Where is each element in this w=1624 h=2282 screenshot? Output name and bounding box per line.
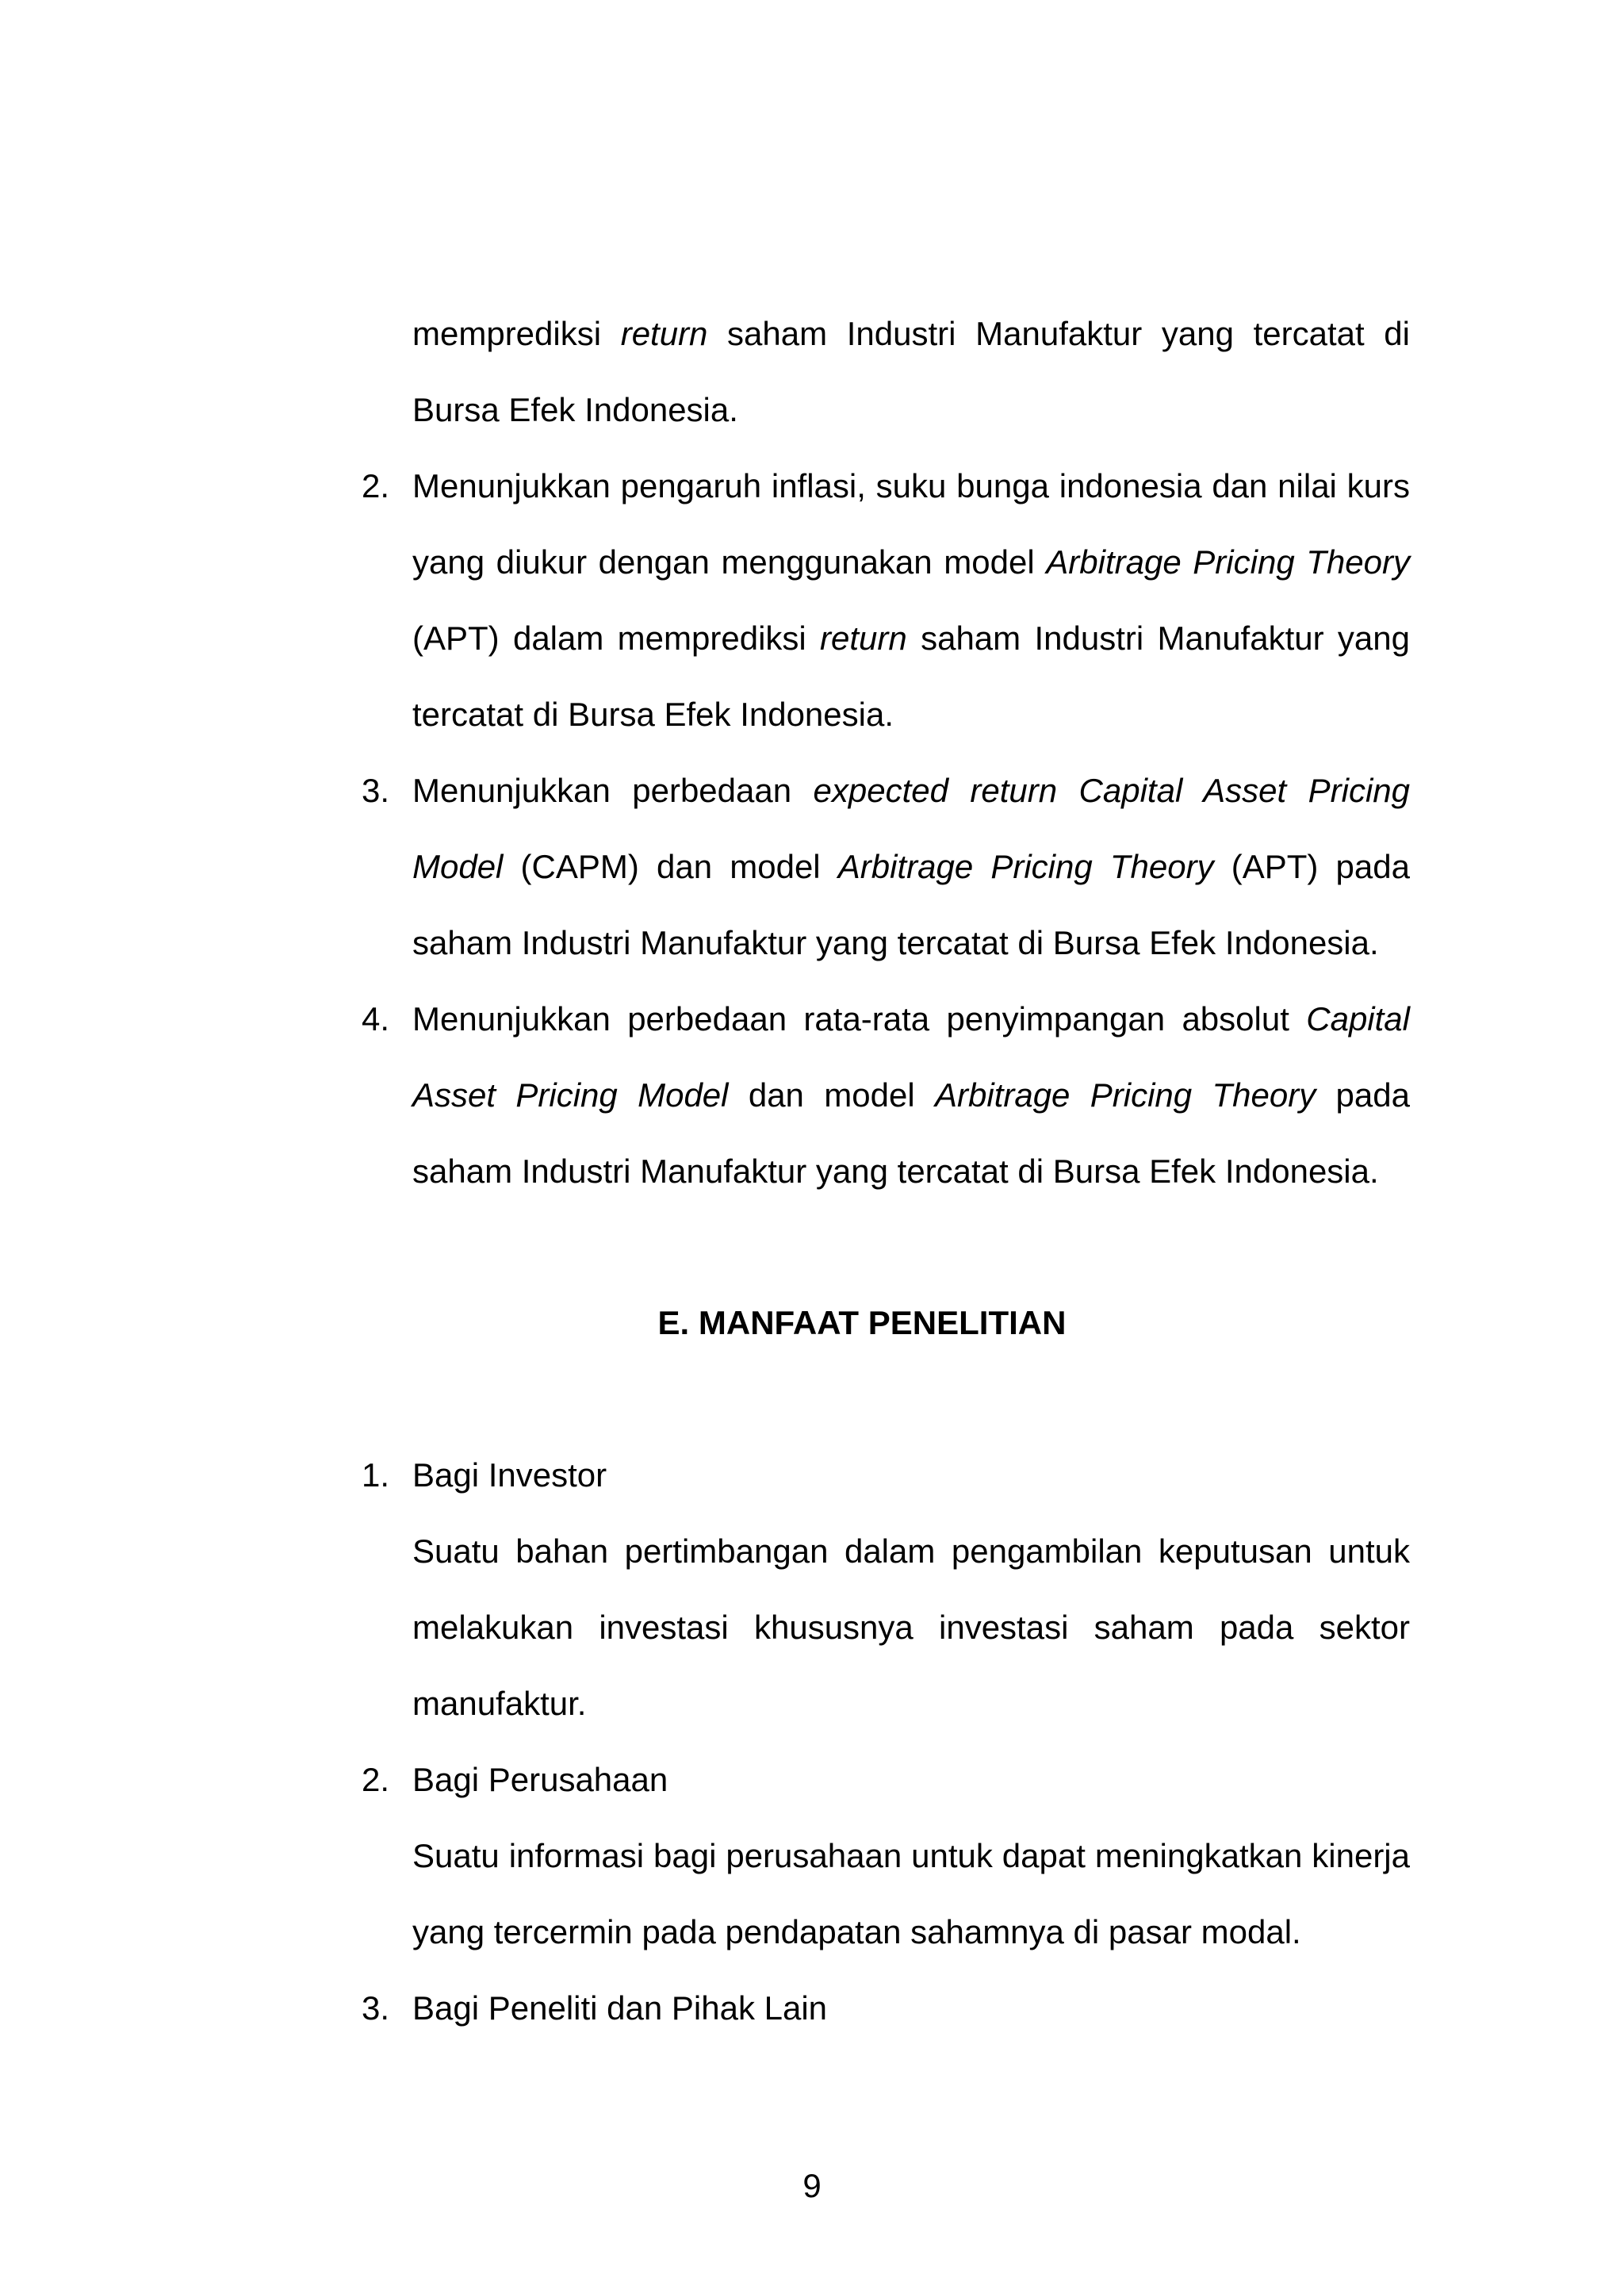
objective-2-line-1: Menunjukkan pengaruh inflasi, suku bunga indonesia dan nilai kurs: [412, 467, 1410, 504]
objective-2-line-2: [412, 539, 1410, 586]
benefit-2-line-2: yang tercermin pada pendapatan sahamnya di pasar modal.: [412, 1913, 1301, 1950]
benefit-2-line-1: Suatu informasi bagi perusahaan untuk dapat meningkatkan kinerja: [412, 1837, 1410, 1874]
benefit-1-line-2: melakukan investasi khususnya investasi saham pada sektor: [412, 1609, 1410, 1646]
benefit-1-number: 1.: [362, 1456, 390, 1494]
italic-term: return: [820, 619, 907, 657]
objective-1-line-2: Bursa Efek Indonesia.: [412, 391, 738, 428]
text-run: (APT) pada: [1213, 848, 1410, 885]
page-number: 9: [802, 2167, 822, 2204]
benefit-3-number: 3.: [362, 1989, 390, 2027]
italic-term: Arbitrage Pricing Theory: [837, 848, 1214, 885]
benefit-2-title: Bagi Perusahaan: [412, 1761, 668, 1798]
benefit-1-line-1: Suatu bahan pertimbangan dalam pengambilan keputusan untuk: [412, 1532, 1410, 1570]
text-run: memprediksi: [412, 315, 621, 352]
italic-term: Model: [412, 848, 504, 885]
italic-term: Capital: [1306, 1000, 1410, 1037]
objective-2-number: 2.: [362, 467, 390, 504]
objective-2-line-3: [412, 615, 1410, 662]
objective-4-number: 4.: [362, 1000, 390, 1037]
benefit-3-title: Bagi Peneliti dan Pihak Lain: [412, 1989, 828, 2027]
text-run: saham Industri Manufaktur yang: [906, 619, 1410, 657]
objective-2-line-4: tercatat di Bursa Efek Indonesia.: [412, 696, 894, 733]
objective-3-line-3: saham Industri Manufaktur yang tercatat di Bursa Efek Indonesia.: [412, 924, 1379, 961]
benefit-2-number: 2.: [362, 1761, 390, 1798]
objective-4-line-3: saham Industri Manufaktur yang tercatat di Bursa Efek Indonesia.: [412, 1153, 1379, 1190]
italic-term: return: [620, 315, 708, 352]
objective-3-line-2: [412, 843, 1410, 891]
benefit-1-title: Bagi Investor: [412, 1456, 607, 1494]
italic-term: Arbitrage Pricing Theory: [935, 1076, 1316, 1114]
text-run: saham Industri Manufaktur yang tercatat di: [707, 315, 1410, 352]
objective-4-line-1: [412, 995, 1410, 1043]
italic-term: expected return Capital Asset Pricing: [813, 772, 1410, 809]
text-run: (CAPM) dan model: [503, 848, 838, 885]
text-run: yang diukur dengan menggunakan model: [412, 543, 1047, 581]
objective-4-line-2: [412, 1072, 1410, 1119]
text-run: Menunjukkan perbedaan rata-rata penyimpangan absolut: [412, 1000, 1307, 1037]
text-run: dan model: [728, 1076, 935, 1114]
text-run: (APT) dalam memprediksi: [412, 619, 821, 657]
text-run: pada: [1316, 1076, 1410, 1114]
objective-3-number: 3.: [362, 772, 390, 809]
benefit-1-line-3: manufaktur.: [412, 1685, 587, 1722]
section-heading: E. MANFAAT PENELITIAN: [657, 1304, 1067, 1341]
italic-term: Asset Pricing Model: [412, 1076, 729, 1114]
objective-3-line-1: [412, 767, 1410, 815]
text-run: Menunjukkan perbedaan: [412, 772, 814, 809]
italic-term: Arbitrage Pricing Theory: [1046, 543, 1410, 581]
objective-1-line-1: [412, 310, 1410, 358]
